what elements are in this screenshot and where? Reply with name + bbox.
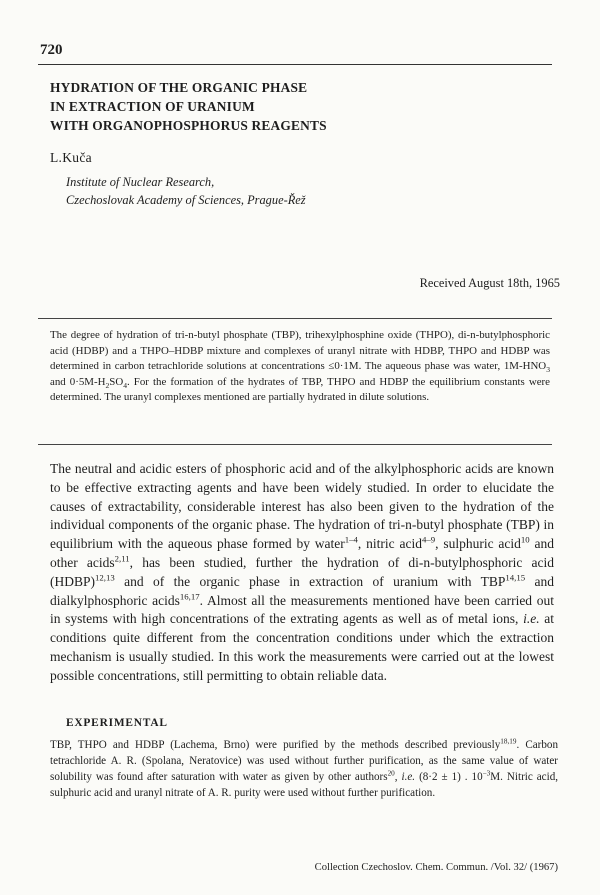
experimental-text: (8·2 ± 1) . 10 — [415, 770, 483, 783]
body-text: and dialkylphosphoric acids — [50, 573, 554, 608]
italic-text: i.e. — [401, 770, 416, 783]
body-paragraph — [50, 460, 554, 686]
subscript: 4 — [123, 380, 128, 390]
subscript: 3 — [546, 365, 550, 375]
abstract-text: -HNO — [518, 360, 547, 373]
reference-mark: 4–9 — [421, 534, 436, 545]
experimental-paragraph — [50, 738, 558, 802]
abstract-rule-top — [38, 318, 552, 319]
abstract — [50, 328, 550, 406]
abstract-text: The degree of hydration of tri-n-butyl phosphate (TBP), trihexylphosphine oxide (THPO), di-n-butylphosphoric acid (HDBP) and a THPO–HDBP mixture and complexes of uranyl nitrate with HDBP, THPO and HDBP was determined in carbon tetrachloride solutions at concentrations ≤0·1 — [50, 329, 550, 373]
reference-mark: 1–4 — [344, 534, 358, 545]
body-text: , nitric acid — [357, 536, 422, 552]
affiliation-line: Institute of Nuclear Research, — [66, 175, 215, 189]
footer-citation: Collection Czechoslov. Chem. Commun. /Vol. 32/ (1967) — [314, 862, 558, 873]
received-date: Received August 18th, 1965 — [419, 276, 560, 290]
reference-mark: 20 — [387, 769, 395, 778]
body-text: , sulphuric acid — [435, 536, 521, 552]
abstract-text: . The aqueous phase was water, 1 — [358, 360, 510, 373]
body-text: . Almost all the measurements mentioned have been carried out in systems with high concentrations of the extrating agents as well as of metal ions, — [50, 592, 554, 627]
reference-mark: 16,17 — [179, 591, 200, 602]
body-text: and other acids — [50, 536, 554, 570]
title-line: IN EXTRACTION OF URANIUM — [50, 99, 255, 114]
article-title — [50, 78, 530, 135]
body-text: and of the organic phase in extraction of uranium with TBP — [114, 573, 506, 589]
reference-mark: 14,15 — [505, 572, 526, 583]
affiliation — [66, 173, 306, 209]
page-number: 720 — [40, 42, 63, 58]
experimental-text: . Carbon tetrachloride A. R. (Spolana, Neratovice) was used without further purification, as the same value of water solubility was found after saturation with water as given by other authors — [50, 739, 558, 783]
molar-unit: M — [348, 360, 359, 373]
molar-unit: M — [509, 360, 519, 373]
abstract-text: SO — [109, 375, 124, 388]
affiliation-line: Czechoslovak Academy of Sciences, Prague-Řež — [66, 193, 306, 207]
abstract-text: -H — [93, 375, 106, 388]
author-name: L.Kuča — [50, 150, 92, 165]
body-text: at conditions quite different from the concentration conditions under which the extraction mechanism is usually studied. In this work the measurements were carried out at the lowest possible concentrations, still permitting to obtain reliable data. — [50, 611, 554, 683]
exponent: −3 — [482, 769, 491, 778]
abstract-text: . For the formation of the hydrates of TBP, THPO and HDBP the equilibrium constants were determined. The uranyl complexes mentioned are partially hydrated in dilute solutions. — [50, 375, 550, 404]
body-text: The neutral and acidic esters of phosphoric acid and of the alkylphosphoric acids are known to be effective extracting agents and have been widely studied. In order to elucidate the causes of extractability, considerable interest has also been given to the hydration of the individual components of the organic phase. The hydration of tri-n-butyl phosphate (TBP) in equilibrium with the aqueous phase formed by water — [50, 461, 554, 552]
molar-unit: M — [84, 375, 94, 388]
abstract-text: and 0·5 — [50, 375, 85, 388]
section-heading-experimental: EXPERIMENTAL — [66, 717, 168, 729]
body-text: , has been studied, further the hydration of di-n-butylphosphoric acid (HDBP) — [50, 554, 554, 589]
reference-mark: 18,19 — [500, 737, 517, 746]
reference-mark: 10 — [520, 534, 530, 545]
title-line: WITH ORGANOPHOSPHORUS REAGENTS — [50, 118, 327, 133]
molar-unit: M — [490, 770, 501, 783]
title-line: HYDRATION OF THE ORGANIC PHASE — [50, 80, 308, 95]
experimental-text: . Nitric acid, sulphuric acid and uranyl nitrate of A. R. purity were used without further purification. — [50, 770, 559, 799]
experimental-text: TBP, THPO and HDBP (Lachema, Brno) were purified by the methods described previously — [50, 739, 501, 751]
abstract-rule-bottom — [38, 444, 552, 445]
reference-mark: 12,13 — [95, 572, 115, 583]
italic-text: i.e. — [523, 611, 540, 627]
reference-mark: 2,11 — [114, 553, 130, 564]
top-rule — [38, 64, 552, 65]
subscript: 2 — [105, 380, 110, 390]
experimental-text: , — [394, 770, 402, 783]
